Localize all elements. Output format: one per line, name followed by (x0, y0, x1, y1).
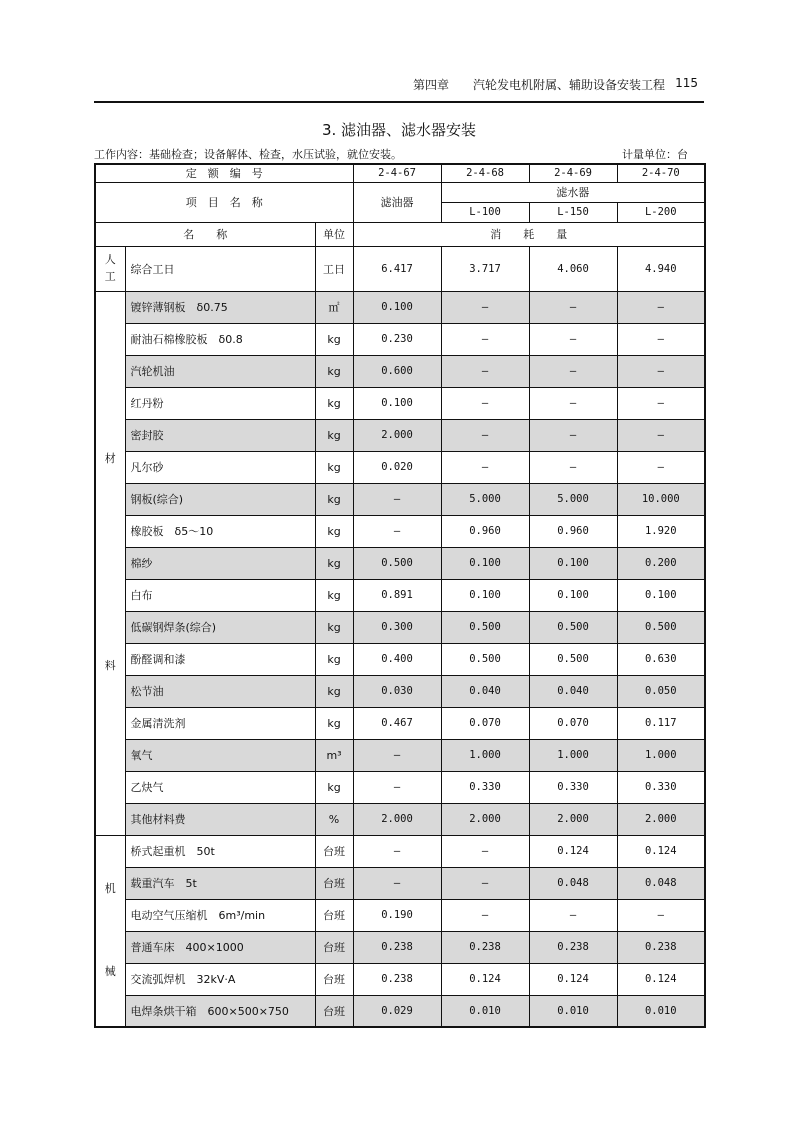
item-name: 桥式起重机 50t (125, 835, 315, 867)
item-name: 橡胶板 δ5～10 (125, 515, 315, 547)
value-cell: 5.000 (529, 483, 617, 515)
value-cell: — (441, 355, 529, 387)
table-row (95, 419, 705, 451)
value-cell: — (353, 867, 441, 899)
value-cell: 1.000 (441, 739, 529, 771)
value-cell: — (617, 387, 705, 419)
item-unit: 台班 (315, 931, 353, 963)
value-cell: 0.960 (441, 515, 529, 547)
materials-category-label (95, 291, 125, 835)
spec-cell: L-200 (617, 202, 705, 222)
machinery-category-label (95, 835, 125, 1027)
item-name: 低碳钢焊条(综合) (125, 611, 315, 643)
value-cell: 0.467 (353, 707, 441, 739)
item-unit: 台班 (315, 899, 353, 931)
table-row (95, 579, 705, 611)
value-cell: 0.500 (529, 611, 617, 643)
value-cell: 0.100 (353, 291, 441, 323)
table-row (95, 643, 705, 675)
item-unit: kg (315, 483, 353, 515)
value-cell: 0.238 (617, 931, 705, 963)
value-cell: 0.891 (353, 579, 441, 611)
value-cell: — (617, 355, 705, 387)
value-cell: — (441, 323, 529, 355)
header-row-items (95, 182, 705, 202)
value-cell: 0.630 (617, 643, 705, 675)
item-name: 交流弧焊机 32kV·A (125, 963, 315, 995)
value-cell: — (529, 899, 617, 931)
unit-label: 单位 (315, 222, 353, 246)
item-name: 耐油石棉橡胶板 δ0.8 (125, 323, 315, 355)
value-cell: — (353, 835, 441, 867)
value-cell: — (441, 451, 529, 483)
value-cell: — (529, 323, 617, 355)
item-unit: kg (315, 643, 353, 675)
value-cell: 0.330 (441, 771, 529, 803)
table-row (95, 483, 705, 515)
page-number: 115 (675, 76, 698, 90)
item-unit: kg (315, 451, 353, 483)
value-cell: — (353, 771, 441, 803)
work-content: 工作内容：基础检查；设备解体、检查，水压试验，就位安装。 (94, 148, 402, 161)
value-cell: 0.100 (529, 547, 617, 579)
quota-table (94, 163, 706, 1028)
item-unit: kg (315, 515, 353, 547)
item-name: 酚醛调和漆 (125, 643, 315, 675)
name-label: 名 称 (95, 222, 315, 246)
value-cell: 0.330 (529, 771, 617, 803)
item-name: 钢板(综合) (125, 483, 315, 515)
value-cell: 10.000 (617, 483, 705, 515)
item-unit: kg (315, 547, 353, 579)
value-cell: 0.070 (529, 707, 617, 739)
value-cell: 0.117 (617, 707, 705, 739)
category-char: 人 (104, 253, 116, 266)
value-cell: 0.330 (617, 771, 705, 803)
value-cell: 0.010 (441, 995, 529, 1027)
value-cell: 0.238 (529, 931, 617, 963)
value-cell: 0.100 (441, 547, 529, 579)
value-cell: 0.500 (441, 643, 529, 675)
item-name-label: 项 目 名 称 (95, 182, 353, 222)
value-cell: 2.000 (529, 803, 617, 835)
item-unit: kg (315, 707, 353, 739)
value-cell: 0.190 (353, 899, 441, 931)
value-cell: 0.020 (353, 451, 441, 483)
work-content-row (94, 146, 704, 162)
value-cell: 2.000 (353, 803, 441, 835)
category-char: 机 (104, 881, 116, 895)
value-cell: — (617, 291, 705, 323)
consumption-label: 消 耗 量 (353, 222, 705, 246)
item-name: 红丹粉 (125, 387, 315, 419)
item-unit: 工日 (315, 246, 353, 291)
value-cell: 4.060 (529, 246, 617, 291)
value-cell: 0.124 (529, 963, 617, 995)
table-row (95, 611, 705, 643)
value-cell: 0.124 (529, 835, 617, 867)
item-name: 白布 (125, 579, 315, 611)
item-unit: kg (315, 675, 353, 707)
item-name: 普通车床 400×1000 (125, 931, 315, 963)
value-cell: 0.048 (617, 867, 705, 899)
item-name: 汽轮机油 (125, 355, 315, 387)
value-cell: — (353, 515, 441, 547)
value-cell: — (529, 355, 617, 387)
item-unit: kg (315, 611, 353, 643)
value-cell: 6.417 (353, 246, 441, 291)
value-cell: 2.000 (617, 803, 705, 835)
table-row (95, 323, 705, 355)
code-cell: 2-4-70 (617, 164, 705, 182)
value-cell: 0.230 (353, 323, 441, 355)
item-name: 综合工日 (125, 246, 315, 291)
value-cell: 0.124 (617, 963, 705, 995)
table-row (95, 707, 705, 739)
table-row (95, 995, 705, 1027)
table-row (95, 451, 705, 483)
code-cell: 2-4-67 (353, 164, 441, 182)
value-cell: 0.050 (617, 675, 705, 707)
item-name: 氧气 (125, 739, 315, 771)
item-name: 密封胶 (125, 419, 315, 451)
value-cell: 0.048 (529, 867, 617, 899)
table-row (95, 867, 705, 899)
value-cell: 0.500 (617, 611, 705, 643)
header-row-names (95, 222, 705, 246)
page-header (94, 76, 704, 100)
value-cell: 0.100 (441, 579, 529, 611)
value-cell: 0.500 (441, 611, 529, 643)
spec-cell: L-150 (529, 202, 617, 222)
item-name: 金属清洗剂 (125, 707, 315, 739)
value-cell: 0.100 (617, 579, 705, 611)
category-char: 工 (104, 269, 116, 283)
item-unit: kg (315, 387, 353, 419)
item-unit: ㎡ (315, 291, 353, 323)
item-unit: 台班 (315, 835, 353, 867)
value-cell: 3.717 (441, 246, 529, 291)
item-unit: kg (315, 771, 353, 803)
value-cell: 0.030 (353, 675, 441, 707)
value-cell: — (441, 419, 529, 451)
table-row (95, 246, 705, 291)
item-unit: kg (315, 579, 353, 611)
value-cell: 0.500 (529, 643, 617, 675)
value-cell: — (441, 387, 529, 419)
value-cell: 0.238 (353, 931, 441, 963)
oil-filter-label: 滤油器 (353, 182, 441, 222)
value-cell: 0.400 (353, 643, 441, 675)
item-name: 松节油 (125, 675, 315, 707)
table-row (95, 355, 705, 387)
value-cell: — (441, 899, 529, 931)
value-cell: 0.040 (441, 675, 529, 707)
value-cell: 4.940 (617, 246, 705, 291)
item-unit: % (315, 803, 353, 835)
value-cell: — (617, 899, 705, 931)
value-cell: 0.124 (617, 835, 705, 867)
quota-label: 定 额 编 号 (95, 164, 353, 182)
item-unit: kg (315, 323, 353, 355)
value-cell: — (353, 739, 441, 771)
value-cell: — (529, 419, 617, 451)
value-cell: 0.010 (617, 995, 705, 1027)
header-row-codes (95, 164, 705, 182)
value-cell: 0.124 (441, 963, 529, 995)
value-cell: 0.200 (617, 547, 705, 579)
table-row (95, 515, 705, 547)
item-unit: 台班 (315, 963, 353, 995)
value-cell: — (441, 291, 529, 323)
value-cell: 0.010 (529, 995, 617, 1027)
table-row (95, 547, 705, 579)
table-row (95, 675, 705, 707)
value-cell: — (441, 867, 529, 899)
item-unit: 台班 (315, 995, 353, 1027)
item-unit: 台班 (315, 867, 353, 899)
item-name: 其他材料费 (125, 803, 315, 835)
value-cell: 2.000 (353, 419, 441, 451)
item-name: 棉纱 (125, 547, 315, 579)
table-row (95, 963, 705, 995)
value-cell: 1.000 (617, 739, 705, 771)
table-row (95, 931, 705, 963)
item-name: 镀锌薄钢板 δ0.75 (125, 291, 315, 323)
spec-cell: L-100 (441, 202, 529, 222)
measure-unit: 计量单位：台 (622, 148, 688, 161)
table-row (95, 739, 705, 771)
value-cell: 0.238 (441, 931, 529, 963)
table-row (95, 899, 705, 931)
value-cell: 0.070 (441, 707, 529, 739)
category-char: 材 (104, 452, 116, 466)
value-cell: 0.100 (353, 387, 441, 419)
table-row (95, 835, 705, 867)
value-cell: 1.000 (529, 739, 617, 771)
category-char: 料 (104, 659, 116, 673)
labor-category-label (95, 246, 125, 291)
value-cell: — (441, 835, 529, 867)
item-name: 凡尔砂 (125, 451, 315, 483)
value-cell: 0.600 (353, 355, 441, 387)
value-cell: — (529, 387, 617, 419)
item-unit: m³ (315, 739, 353, 771)
table-row (95, 291, 705, 323)
value-cell: 2.000 (441, 803, 529, 835)
value-cell: 0.500 (353, 547, 441, 579)
value-cell: 5.000 (441, 483, 529, 515)
item-unit: kg (315, 419, 353, 451)
table-row (95, 771, 705, 803)
value-cell: 1.920 (617, 515, 705, 547)
category-char: 械 (104, 965, 116, 979)
table-row (95, 803, 705, 835)
value-cell: 0.100 (529, 579, 617, 611)
value-cell: 0.238 (353, 963, 441, 995)
value-cell: 0.960 (529, 515, 617, 547)
value-cell: — (617, 451, 705, 483)
item-name: 乙炔气 (125, 771, 315, 803)
code-cell: 2-4-68 (441, 164, 529, 182)
value-cell: 0.029 (353, 995, 441, 1027)
section-title: 3. 滤油器、滤水器安装 (321, 121, 477, 139)
chapter-title: 第四章 汽轮发电机附属、辅助设备安装工程 (413, 78, 666, 92)
item-name: 电焊条烘干箱 600×500×750 (125, 995, 315, 1027)
item-name: 电动空气压缩机 6m³/min (125, 899, 315, 931)
value-cell: — (617, 323, 705, 355)
value-cell: — (529, 451, 617, 483)
table-row (95, 387, 705, 419)
item-name: 载重汽车 5t (125, 867, 315, 899)
item-unit: kg (315, 355, 353, 387)
value-cell: 0.300 (353, 611, 441, 643)
water-filter-label: 滤水器 (441, 182, 705, 202)
value-cell: — (529, 291, 617, 323)
value-cell: 0.040 (529, 675, 617, 707)
value-cell: — (617, 419, 705, 451)
code-cell: 2-4-69 (529, 164, 617, 182)
header-rule (94, 101, 704, 103)
value-cell: — (353, 483, 441, 515)
